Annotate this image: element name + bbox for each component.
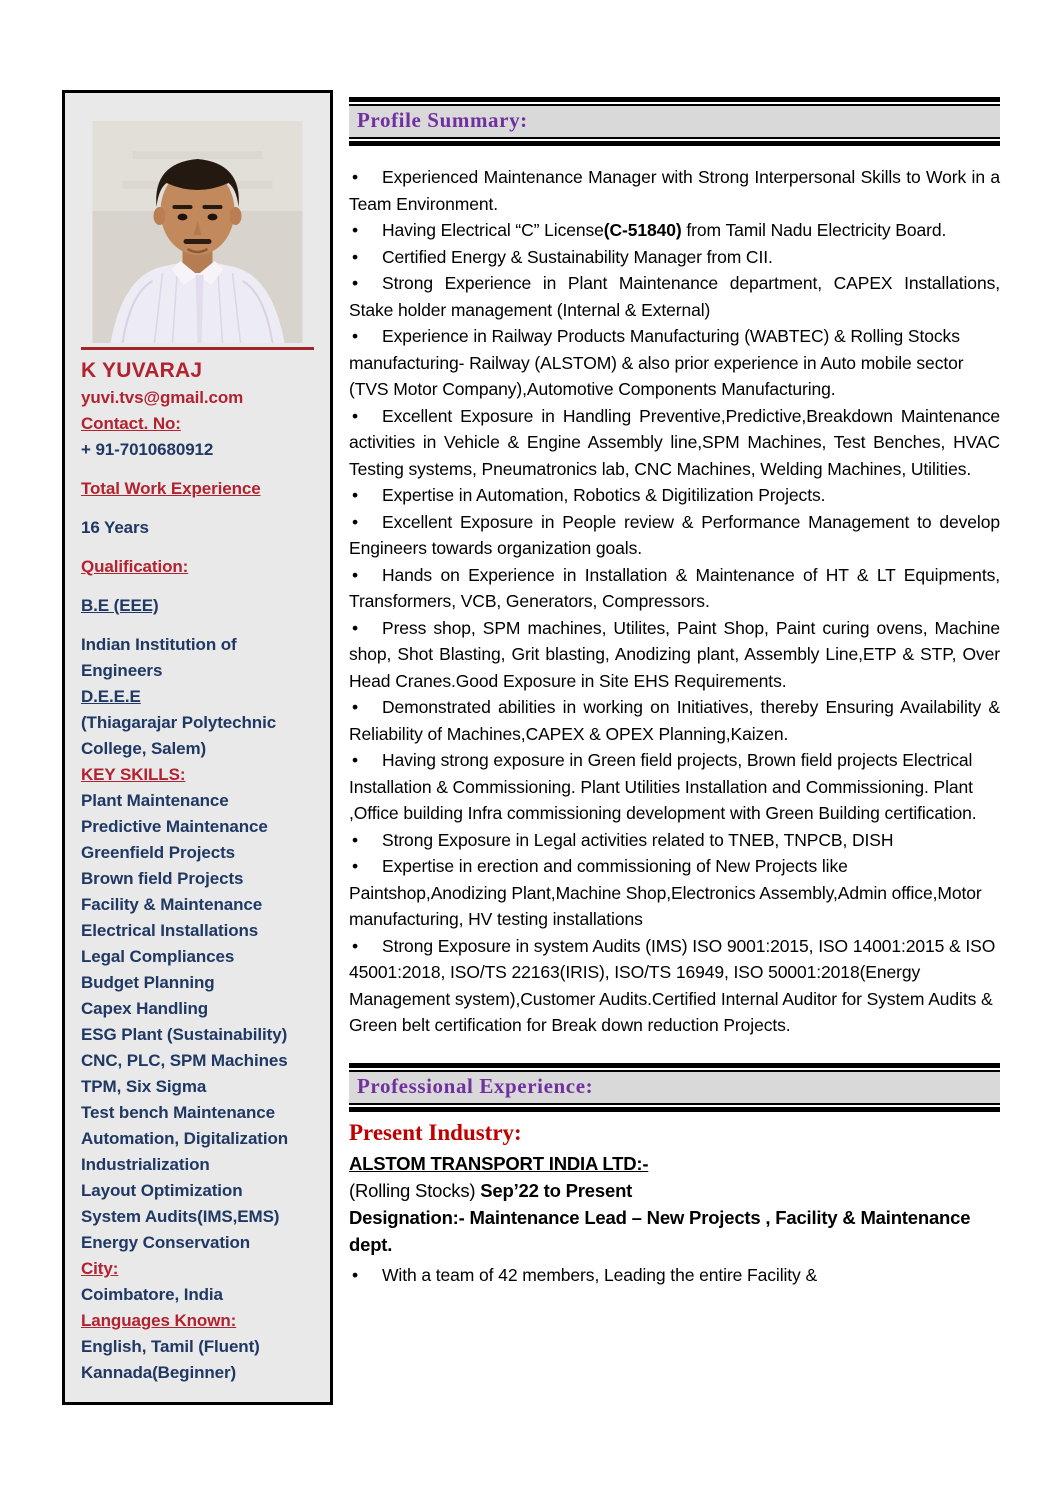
sidebar-line [81,502,314,515]
profile-bullet [349,562,1000,615]
sidebar-line [81,1204,314,1230]
profile-bullet [349,403,1000,483]
bullet-text [349,856,982,929]
sidebar-line [81,554,314,580]
sidebar-line-text: KEY SKILLS: [81,765,186,784]
bullet-text [349,326,963,399]
sidebar-line [81,892,314,918]
bullet-icon: • [352,564,359,585]
profile-bullet [349,482,1000,509]
text-segment: Expertise in Automation, Robotics & Digitilization Projects. [382,485,826,505]
bullet-text [349,936,995,1036]
employment-period [349,1177,1000,1204]
profile-photo [92,121,303,343]
text-segment: Expertise in erection and commissioning of New Projects like Paintshop,Anodizing Plant,Machine Shop,Electronics Assembly,Admin office,Motor manufacturing, HV testing installations [349,856,982,929]
sidebar-line [81,1256,314,1282]
text-segment: Strong Exposure in system Audits (IMS) ISO 9001:2015, ISO 14001:2015 & ISO 45001:2018, ISO/TS 22163(IRIS), ISO/TS 16949, ISO 50001:2018(Energy Management system),Customer Audits.Certified Internal Auditor for System Audits & Green belt certification for Break down reduction Projects. [349,935,996,1035]
bullet-icon: • [352,273,359,293]
sidebar-line-text: + 91-7010680912 [81,440,214,459]
bullet-icon: • [352,829,359,850]
sidebar-line-text: English, Tamil (Fluent) [81,1337,260,1356]
sidebar-line-text: Energy Conservation [81,1233,251,1252]
profile-summary-section [349,97,1000,1039]
sidebar-line-text: ESG Plant (Sustainability) [81,1025,288,1044]
sidebar-line [81,970,314,996]
sidebar-line [81,1334,314,1360]
sidebar-line [81,619,314,632]
profile-summary-title: Profile Summary: [357,108,528,132]
sidebar-line-text: K YUVARAJ [81,359,203,382]
text-segment: Having Electrical “C” License [382,220,604,240]
bullet-text [349,618,1000,691]
sidebar-line-text: City: [81,1259,119,1278]
text-segment: Press shop, SPM machines, Utilites, Paint Shop, Paint curing ovens, Machine shop, Shot Blasting, Grit blasting, Anodizing plant, Assembly Line,ETP & STP, Over Head Cranes.Good Exposure in Site EHS Requirements. [349,617,1000,691]
text-segment: Hands on Experience in Installation & Maintenance of HT & LT Equipments, Transformers, VCB, Generators, Compressors. [349,564,1000,611]
text-segment: Having strong exposure in Green field projects, Brown field projects Electrical Installation & Commissioning. Plant Utilities Installation and Commissioning. Plant ,Office building Infra commissioning development with Green Building certification. [349,750,977,823]
bullet-text [349,750,977,823]
sidebar-line [81,356,314,385]
sidebar-line [81,1074,314,1100]
sidebar-line-text: Total Work Experience [81,479,261,498]
sidebar-line-text: Capex Handling [81,999,209,1018]
bullet-icon: • [352,220,359,240]
sidebar-line-text: CNC, PLC, SPM Machines [81,1051,288,1070]
present-industry-heading: Present Industry: [349,1119,522,1145]
bullet-icon: • [352,326,359,346]
bullet-icon: • [352,167,359,187]
sidebar-line-text: Greenfield Projects [81,843,235,862]
sidebar-line [81,918,314,944]
sidebar-line-text: Industrialization [81,1155,210,1174]
sidebar-line-text: D.E.E.E [81,687,141,706]
sidebar-line [81,1022,314,1048]
sidebar-line-text: Predictive Maintenance [81,817,268,836]
sidebar-line [81,1152,314,1178]
sidebar-line [81,1048,314,1074]
sidebar-line [81,788,314,814]
sidebar-line-text: B.E (EEE) [81,596,159,615]
profile-summary-header-frame [349,97,1000,146]
sidebar-line [81,762,314,788]
bullet-text [382,220,946,240]
bullet-text [349,512,1000,559]
sidebar-line-text: Indian Institution of Engineers [81,635,237,680]
sidebar-line [81,1230,314,1256]
sidebar-line-text: 16 Years [81,518,149,537]
text-segment: Excellent Exposure in People review & Performance Management to develop Engineers towards organization goals. [349,511,1000,558]
text-segment: With a team of 42 members, Leading the entire Facility & [382,1264,818,1285]
sidebar-lines [81,356,314,1386]
sidebar-line [81,1100,314,1126]
sidebar-line-text: Electrical Installations [81,921,259,940]
bullet-icon: • [352,246,359,267]
profile-summary-bullets [349,164,1000,1039]
profile-bullet [349,270,1000,323]
sidebar-line-text: TPM, Six Sigma [81,1077,207,1096]
sidebar-line [81,814,314,840]
sidebar-line [81,1360,314,1386]
photo-underline-rule [81,347,314,350]
bullet-text [382,485,825,505]
company-name: ALSTOM TRANSPORT INDIA LTD:- [349,1152,649,1174]
sidebar-line-text: Layout Optimization [81,1181,243,1200]
sidebar-line [81,515,314,541]
sidebar-line [81,1282,314,1308]
professional-experience-header-band [349,1070,1000,1105]
sidebar-line [81,632,314,684]
profile-bullet [349,164,1000,217]
text-segment: Strong Exposure in Legal activities related to TNEB, TNPCB, DISH [382,829,894,850]
sidebar-line [81,840,314,866]
bullet-icon: • [352,697,359,717]
professional-experience-section [349,1063,1000,1289]
sidebar-line [81,684,314,710]
text-segment: Excellent Exposure in Handling Preventive,Predictive,Breakdown Maintenance activities in Vehicle & Engine Assembly line,SPM Machines, Test Benches, HVAC Testing systems, Pneumatronics lab, CNC Machines, Welding Machines, Utilities. [349,405,1000,479]
sidebar-line-text: Facility & Maintenance [81,895,263,914]
profile-bullet [349,694,1000,747]
profile-bullet [349,244,1000,271]
sidebar-line [81,1308,314,1334]
bullet-text [382,830,893,850]
text-segment: Experienced Maintenance Manager with Strong Interpersonal Skills to Work in a Team Environment. [349,167,1000,214]
bullet-icon: • [352,511,359,532]
text-segment: Demonstrated abilities in working on Initiatives, thereby Ensuring Availability & Reliability of Machines,CAPEX & OPEX Planning,Kaizen. [349,697,1000,744]
bullet-text [349,273,1000,320]
sidebar-line-text: Legal Compliances [81,947,235,966]
text-segment-bold: Sep’22 to Present [480,1179,633,1201]
sidebar-line [81,593,314,619]
sidebar-line-text: yuvi.tvs@gmail.com [81,388,244,407]
sidebar-line [81,411,314,437]
text-segment: (Rolling Stocks) [349,1179,481,1201]
bullet-text [349,565,1000,612]
sidebar-line-text: Budget Planning [81,973,215,992]
profile-bullet [349,853,1000,933]
sidebar-line-text: (Thiagarajar Polytechnic College, Salem) [81,713,277,758]
sidebar-line [81,580,314,593]
sidebar-line-text: Automation, Digitalization [81,1129,289,1148]
profile-bullet [349,509,1000,562]
experience-bullet [349,1262,1000,1289]
profile-bullet [349,747,1000,827]
sidebar-line [81,996,314,1022]
sidebar-line-text: Brown field Projects [81,869,244,888]
sidebar-line-text: Contact. No: [81,414,181,433]
sidebar-line [81,1126,314,1152]
bullet-text [349,697,1000,744]
bullet-text [382,247,773,267]
sidebar-line [81,1178,314,1204]
sidebar-line [81,944,314,970]
sidebar-line-text: Coimbatore, India [81,1285,223,1304]
sidebar-line-text: Test bench Maintenance [81,1103,275,1122]
sidebar-line [81,385,314,411]
sidebar-line-text: Qualification: [81,557,189,576]
main-column [349,97,1000,1289]
sidebar-line [81,541,314,554]
sidebar-line-text: System Audits(IMS,EMS) [81,1207,280,1226]
bullet-text [349,167,1000,214]
sidebar-line [81,866,314,892]
professional-experience-title: Professional Experience: [357,1073,594,1098]
profile-bullet [349,323,1000,403]
bullet-icon: • [352,750,359,770]
sidebar-line [81,463,314,476]
designation: Designation:- Maintenance Lead – New Projects , Facility & Maintenance dept. [349,1206,971,1255]
text-segment: from Tamil Nadu Electricity Board. [681,220,947,240]
text-segment-bold: (C-51840) [603,220,682,240]
sidebar-line [81,437,314,463]
text-segment: Certified Energy & Sustainability Manager from CII. [382,246,773,267]
sidebar-line-text: Languages Known: [81,1311,237,1330]
bullet-icon: • [352,1264,359,1285]
sidebar-line-text: Plant Maintenance [81,791,229,810]
profile-bullet [349,827,1000,854]
text-segment: Experience in Railway Products Manufacturing (WABTEC) & Rolling Stocks manufacturing- Railway (ALSTOM) & also prior experience in Auto mobile sector (TVS Motor Company),Automotive Components Manufacturing. [349,326,964,399]
bullet-text [349,406,1000,479]
profile-bullet [349,217,1000,244]
bullet-icon: • [352,935,359,956]
bullet-text [382,1265,817,1285]
sidebar-line [81,710,314,762]
profile-summary-header-band [349,104,1000,139]
profile-bullet [349,615,1000,695]
sidebar-line-text: Kannada(Beginner) [81,1363,237,1382]
professional-experience-header-frame [349,1063,1000,1112]
bullet-icon: • [352,617,359,638]
bullet-icon: • [352,856,359,876]
profile-bullet [349,933,1000,1039]
text-segment: Strong Experience in Plant Maintenance department, CAPEX Installations, Stake holder management (Internal & External) [349,273,1000,320]
bullet-icon: • [352,485,359,505]
sidebar-line [81,476,314,502]
sidebar [62,90,333,1405]
bullet-icon: • [352,405,359,426]
professional-experience-bullets [349,1262,1000,1289]
